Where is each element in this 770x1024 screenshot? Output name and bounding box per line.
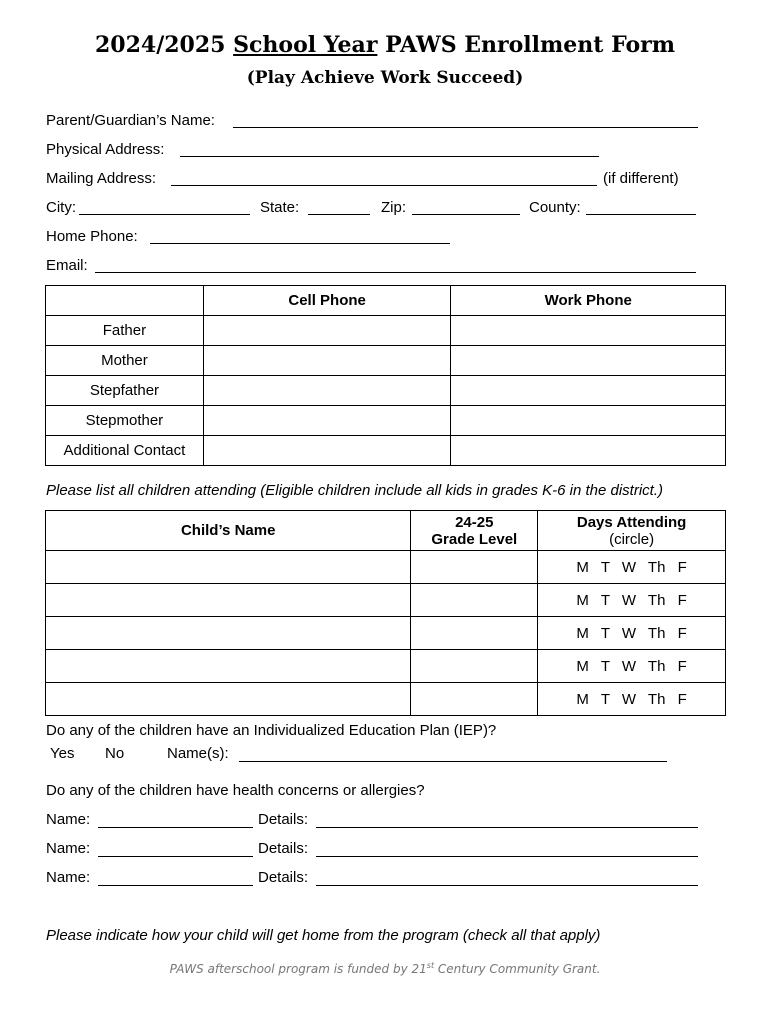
table-header-row (46, 511, 726, 551)
header-days-attending: Days Attending (circle) (538, 511, 726, 551)
health-name-label: Name: (46, 811, 91, 828)
parent-name-label: Parent/Guardian’s Name: (46, 112, 215, 129)
cell-phone-input[interactable] (203, 436, 451, 466)
transport-instruction: Please indicate how your child will get home from the program (check all that apply) (46, 927, 601, 944)
row-label-stepfather: Stepfather (46, 376, 204, 406)
if-different-note: (if different) (603, 170, 679, 187)
health-details-field[interactable] (316, 827, 698, 828)
row-label-additional-contact: Additional Contact (46, 436, 204, 466)
child-name-input[interactable] (46, 617, 411, 650)
table-row (46, 617, 726, 650)
table-row (46, 376, 726, 406)
iep-no-option[interactable]: No (105, 745, 125, 762)
health-name-field[interactable] (98, 856, 253, 857)
header-blank (46, 286, 204, 316)
form-title: 2024/2025 School Year PAWS Enrollment Form (94, 32, 676, 58)
health-name-label: Name: (46, 869, 91, 886)
health-details-label: Details: (258, 840, 309, 857)
days-options[interactable]: M T W Th F (538, 683, 726, 716)
children-instruction: Please list all children attending (Eligible children include all kids in grades K-6 in the district.) (46, 482, 663, 499)
health-name-field[interactable] (98, 827, 253, 828)
city-field[interactable] (79, 214, 250, 215)
health-details-label: Details: (258, 869, 309, 886)
table-row (46, 406, 726, 436)
cell-phone-input[interactable] (203, 376, 451, 406)
table-row (46, 551, 726, 584)
footer-note: PAWS afterschool program is funded by 21st Century Community Grant. (169, 961, 601, 976)
iep-names-label: Name(s): (167, 745, 229, 762)
physical-address-label: Physical Address: (46, 141, 165, 158)
table-row (46, 436, 726, 466)
grade-input[interactable] (411, 617, 538, 650)
county-field[interactable] (586, 214, 696, 215)
email-label: Email: (46, 257, 88, 274)
child-name-input[interactable] (46, 650, 411, 683)
work-phone-input[interactable] (451, 406, 726, 436)
grade-input[interactable] (411, 551, 538, 584)
row-label-father: Father (46, 316, 204, 346)
grade-input[interactable] (411, 584, 538, 617)
row-label-mother: Mother (46, 346, 204, 376)
zip-label: Zip: (381, 199, 407, 216)
mailing-address-label: Mailing Address: (46, 170, 157, 187)
table-header-row (46, 286, 726, 316)
health-details-field[interactable] (316, 856, 698, 857)
grade-input[interactable] (411, 650, 538, 683)
mailing-address-field[interactable] (171, 185, 597, 186)
header-work-phone: Work Phone (451, 286, 726, 316)
health-name-field[interactable] (98, 885, 253, 886)
health-name-label: Name: (46, 840, 91, 857)
days-options[interactable]: M T W Th F (538, 551, 726, 584)
child-name-input[interactable] (46, 551, 411, 584)
email-field[interactable] (95, 272, 696, 273)
iep-question: Do any of the children have an Individualized Education Plan (IEP)? (46, 722, 497, 739)
zip-field[interactable] (412, 214, 520, 215)
table-row (46, 683, 726, 716)
header-grade-level: 24-25 Grade Level (411, 511, 538, 551)
days-options[interactable]: M T W Th F (538, 650, 726, 683)
county-label: County: (529, 199, 581, 216)
cell-phone-input[interactable] (203, 316, 451, 346)
days-options[interactable]: M T W Th F (538, 617, 726, 650)
state-field[interactable] (308, 214, 370, 215)
child-name-input[interactable] (46, 683, 411, 716)
work-phone-input[interactable] (451, 436, 726, 466)
form-subtitle: (Play Achieve Work Succeed) (246, 68, 524, 88)
work-phone-input[interactable] (451, 376, 726, 406)
work-phone-input[interactable] (451, 316, 726, 346)
health-details-field[interactable] (316, 885, 698, 886)
home-phone-field[interactable] (150, 243, 450, 244)
physical-address-field[interactable] (180, 156, 599, 157)
health-details-label: Details: (258, 811, 309, 828)
parent-name-field[interactable] (233, 127, 698, 128)
table-row (46, 650, 726, 683)
table-row (46, 584, 726, 617)
cell-phone-input[interactable] (203, 346, 451, 376)
grade-input[interactable] (411, 683, 538, 716)
row-label-stepmother: Stepmother (46, 406, 204, 436)
header-cell-phone: Cell Phone (203, 286, 451, 316)
home-phone-label: Home Phone: (46, 228, 138, 245)
table-row (46, 346, 726, 376)
days-options[interactable]: M T W Th F (538, 584, 726, 617)
state-label: State: (260, 199, 300, 216)
table-row (46, 316, 726, 346)
city-label: City: (46, 199, 76, 216)
child-name-input[interactable] (46, 584, 411, 617)
header-childs-name: Child’s Name (46, 511, 411, 551)
iep-yes-option[interactable]: Yes (50, 745, 75, 762)
work-phone-input[interactable] (451, 346, 726, 376)
iep-names-field[interactable] (239, 761, 667, 762)
health-question: Do any of the children have health concerns or allergies? (46, 782, 425, 799)
cell-phone-input[interactable] (203, 406, 451, 436)
children-table (45, 510, 726, 716)
contact-phone-table (45, 285, 726, 466)
